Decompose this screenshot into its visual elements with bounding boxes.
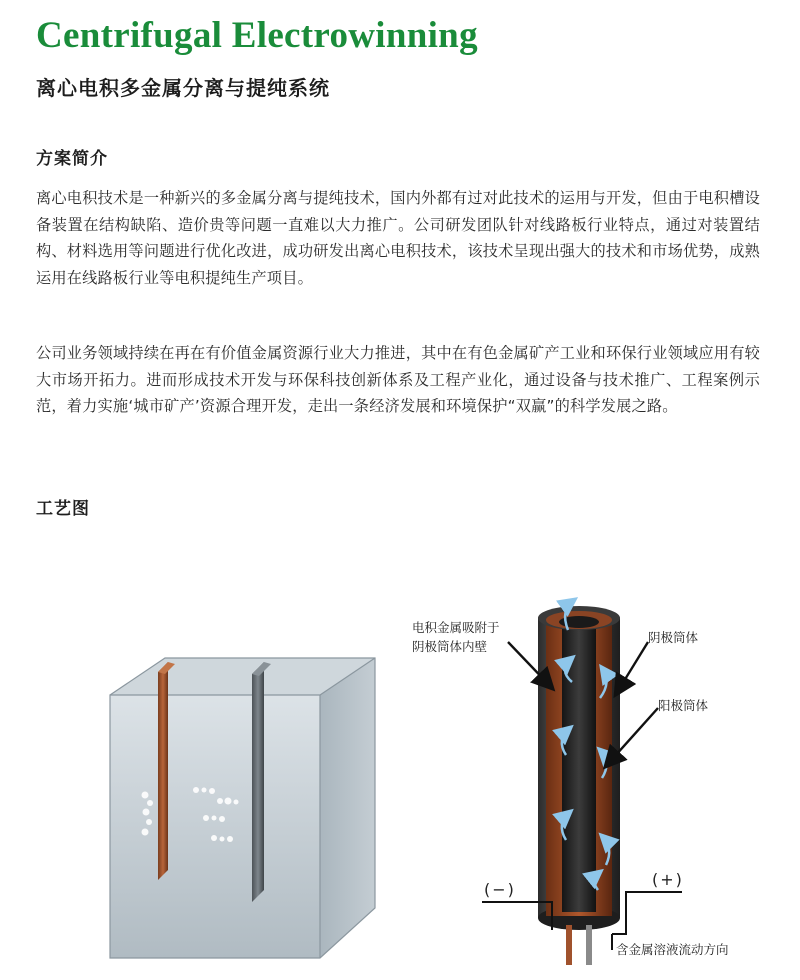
anode-plate bbox=[252, 662, 264, 902]
process-diagram bbox=[0, 590, 800, 980]
label-deposit-line1: 电积金属吸附于 bbox=[412, 620, 500, 635]
centrifugal-cylinder bbox=[538, 600, 620, 965]
copper-cathode-plate bbox=[158, 662, 168, 880]
electrolytic-tank bbox=[110, 658, 375, 958]
process-figure bbox=[0, 590, 800, 980]
label-positive: (+) bbox=[652, 870, 684, 889]
title-chinese: 离心电积多金属分离与提纯系统 bbox=[36, 76, 330, 100]
intro-heading: 方案简介 bbox=[36, 149, 108, 169]
title-english: Centrifugal Electrowinning bbox=[36, 15, 478, 56]
intro-paragraph-2: 公司业务领域持续在再在有价值金属资源行业大力推进，其中在有色金属矿产工业和环保行业领域应用有较大市场开拓力。进而形成技术开发与环保科技创新体系及工程产业化，通过设备与技术推广、工程案例示范，着力实施‘城市矿产’资源合理开发，走出一条经济发展和环境保护“双赢”的科学发展之路。 bbox=[36, 344, 760, 415]
label-flow-direction: 含金属溶液流动方向 bbox=[616, 942, 729, 957]
intro-paragraph-1: 离心电积技术是一种新兴的多金属分离与提纯技术，国内外都有过对此技术的运用与开发，但由于电积槽设备装置在结构缺陷、造价贵等问题一直难以大力推广。公司研发团队针对线路板行业特点，通过对装置结构、材料选用等问题进行优化改进，成功研发出离心电积技术，该技术呈现出强大的技术和市场优势，成熟运用在线路板行业等电积提纯生产项目。 bbox=[36, 189, 760, 287]
label-anode: 阳极筒体 bbox=[658, 698, 709, 713]
label-deposit-line2: 阴极筒体内壁 bbox=[412, 639, 488, 654]
label-negative: (−) bbox=[484, 880, 516, 899]
label-cathode: 阴极筒体 bbox=[648, 630, 699, 645]
process-heading: 工艺图 bbox=[36, 499, 90, 519]
